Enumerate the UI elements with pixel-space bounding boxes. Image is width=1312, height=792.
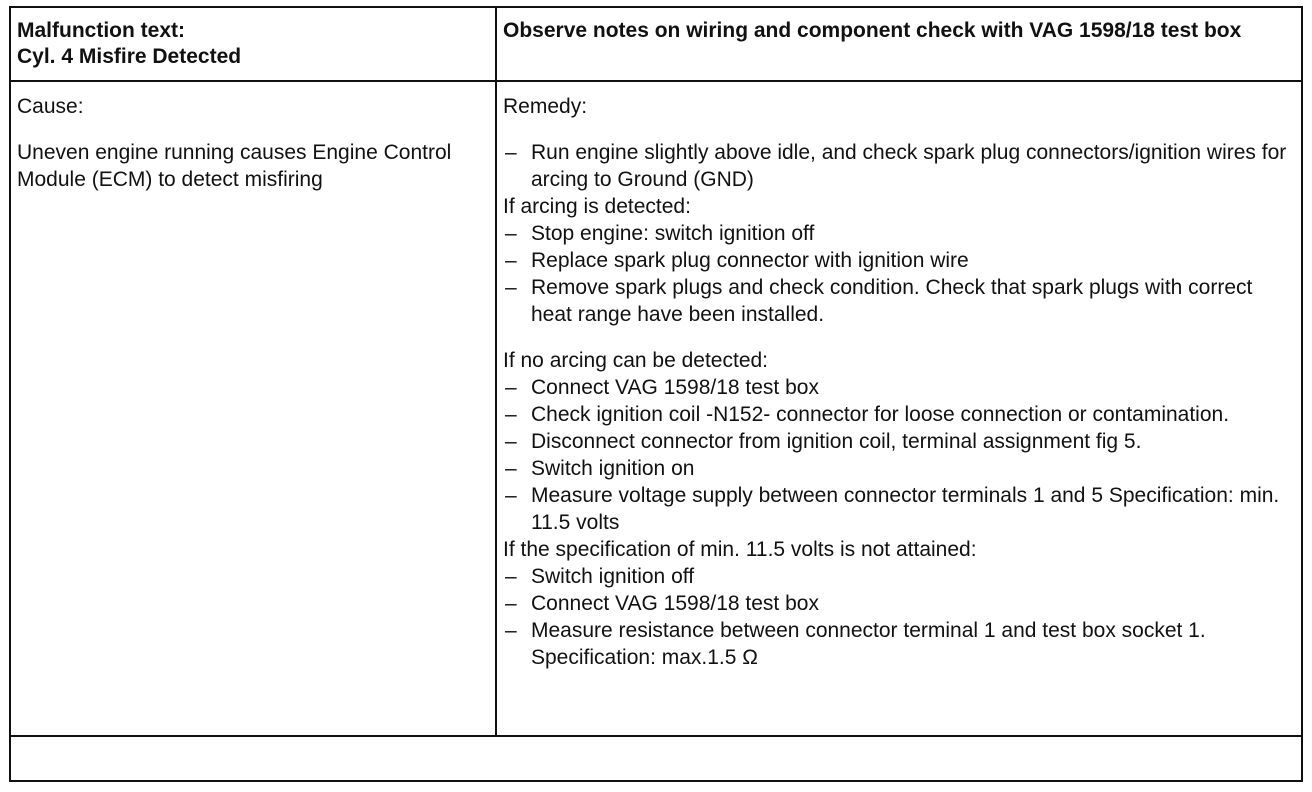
cause-cell bbox=[17, 93, 487, 193]
cause-label: Cause: bbox=[17, 95, 84, 118]
list-item: – Switch ignition off bbox=[503, 563, 1293, 590]
list-item: – Measure resistance between connector terminal 1 and test box socket 1. Specification: max.1.5 Ω bbox=[503, 617, 1293, 671]
remedy-cell bbox=[503, 93, 1293, 671]
malfunction-table bbox=[9, 6, 1303, 782]
list-item: – Run engine slightly above idle, and check spark plug connectors/ignition wires for arcing to Ground (GND) bbox=[503, 139, 1293, 193]
list-item: – Replace spark plug connector with ignition wire bbox=[503, 247, 1293, 274]
remedy-label: Remedy: bbox=[503, 95, 588, 118]
malfunction-code: Cyl. 4 Misfire Detected bbox=[17, 45, 242, 68]
list-item: – Measure voltage supply between connector terminals 1 and 5 Specification: min. 11.5 volts bbox=[503, 482, 1293, 536]
no-arcing-list bbox=[503, 374, 1293, 536]
footer-divider bbox=[11, 735, 1301, 737]
malfunction-label: Malfunction text: bbox=[17, 19, 185, 42]
intro-list bbox=[503, 139, 1293, 193]
list-item: – Connect VAG 1598/18 test box bbox=[503, 374, 1293, 401]
list-item: – Switch ignition on bbox=[503, 455, 1293, 482]
list-item: – Remove spark plugs and check condition. Check that spark plugs with correct heat range have been installed. bbox=[503, 274, 1293, 328]
list-item: – Stop engine: switch ignition off bbox=[503, 220, 1293, 247]
arcing-heading: If arcing is detected: bbox=[503, 195, 691, 218]
no-arcing-heading: If no arcing can be detected: bbox=[503, 349, 769, 372]
cause-text: Uneven engine running causes Engine Control Module (ECM) to detect misfiring bbox=[17, 141, 452, 191]
malfunction-header bbox=[17, 18, 487, 70]
spec-list bbox=[503, 563, 1293, 671]
notes-header: Observe notes on wiring and component check with VAG 1598/18 test box bbox=[503, 19, 1242, 42]
arcing-list bbox=[503, 220, 1293, 328]
spec-heading: If the specification of min. 11.5 volts is not attained: bbox=[503, 538, 977, 561]
column-divider bbox=[495, 8, 497, 735]
list-item: – Disconnect connector from ignition coil, terminal assignment fig 5. bbox=[503, 428, 1293, 455]
list-item: – Connect VAG 1598/18 test box bbox=[503, 590, 1293, 617]
header-divider bbox=[11, 80, 1301, 82]
list-item: – Check ignition coil -N152- connector for loose connection or contamination. bbox=[503, 401, 1293, 428]
